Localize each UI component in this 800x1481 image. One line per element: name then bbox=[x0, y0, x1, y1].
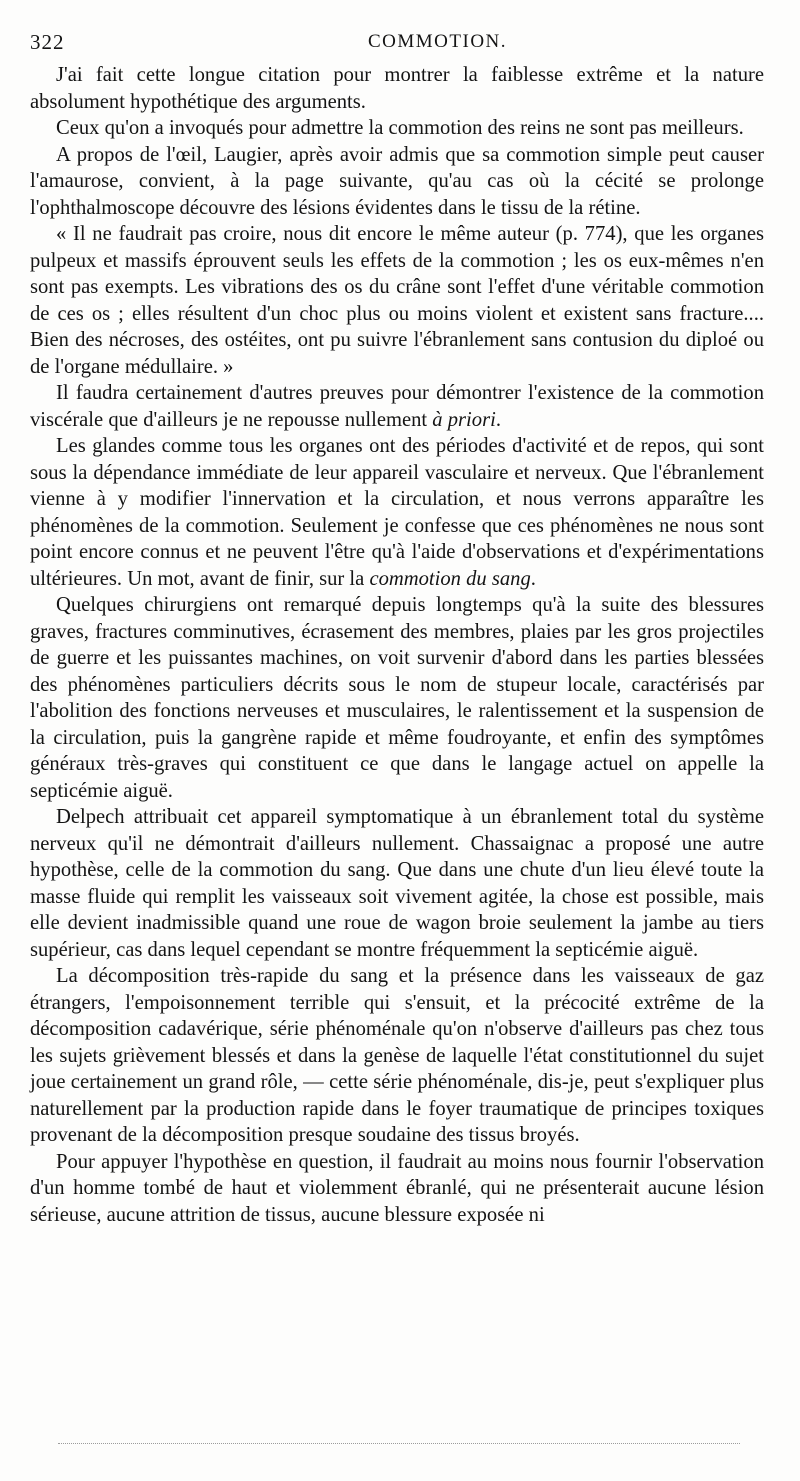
paragraph-end: . bbox=[530, 567, 536, 590]
footer-rule bbox=[58, 1443, 740, 1444]
paragraph: Pour appuyer l'hypothèse en question, il faudrait au moins nous fournir l'observation d'un homme tombé de haut et violemment ébranlé, qui ne présenterait aucune lésion sérieuse, aucune attrition de tissus, aucune blessure exposée ni bbox=[30, 1150, 764, 1226]
page-number: 322 bbox=[30, 30, 65, 54]
paragraph: J'ai fait cette longue citation pour montrer la faiblesse extrême et la nature absolument hypothétique des arguments. bbox=[30, 64, 764, 113]
paragraph: Quelques chirurgiens ont remarqué depuis longtemps qu'à la suite des blessures graves, fractures comminutives, écrasement des membres, plaies par les gros projectiles de guerre et les puissantes machines, on voit survenir d'abord dans les parties blessées des phénomènes particuliers décrits sous le nom de stupeur locale, caractérisés par l'abolition des fonctions nerveuses et musculaires, le ralentissement et la suspension de la circulation, puis la gangrène rapide et même foudroyante, et enfin des symptômes généraux très-graves qui constituent ce que dans le langage actuel on appelle la septicémie aiguë. bbox=[30, 594, 764, 802]
paragraph-end: . bbox=[495, 408, 501, 431]
body-text bbox=[30, 62, 764, 1228]
paragraph bbox=[30, 380, 764, 433]
paragraph-text: Il faudra certainement d'autres preuves pour démontrer l'existence de la commotion viscérale que d'ailleurs je ne repousse nullement bbox=[30, 382, 764, 431]
running-title: COMMOTION. bbox=[368, 31, 508, 52]
paragraph: La décomposition très-rapide du sang et la présence dans les vaisseaux de gaz étrangers, l'empoisonnement terrible qui s'ensuit, et la précocité extrême de la décomposition cadavérique, série phénoménale qu'on n'observe d'ailleurs pas chez tous les sujets grièvement blessés et dans la genèse de laquelle l'état constitutionnel du sujet joue certainement un grand rôle, — cette série phénoménale, dis-je, peut s'expliquer plus naturellement par la production rapide dans le foyer traumatique de principes toxiques provenant de la décomposition presque soudaine des tissus broyés. bbox=[30, 965, 764, 1146]
italic-phrase: commotion du sang bbox=[369, 567, 531, 590]
paragraph: Ceux qu'on a invoqués pour admettre la commotion des reins ne sont pas meilleurs. bbox=[56, 117, 744, 139]
paragraph: « Il ne faudrait pas croire, nous dit encore le même auteur (p. 774), que les organes pulpeux et massifs éprouvent seuls les effets de la commotion ; les os eux-mêmes n'en sont pas exempts. Les vibrations des os du crâne sont l'effet d'une véritable commotion de ces os ; elles résultent d'un choc plus ou moins violent et existent sans fracture.... Bien des nécroses, des ostéites, ont pu suivre l'ébranlement sans contusion du diploé ou de l'organe médullaire. » bbox=[30, 223, 764, 378]
paragraph-text: Les glandes comme tous les organes ont des périodes d'activité et de repos, qui sont sous la dépendance immédiate de leur appareil vasculaire et nerveux. Que l'ébranlement vienne à y modifier l'innervation et la circulation, et nous verrons apparaître les phénomènes de la commotion. Seulement je confesse que ces phénomènes ne nous sont point encore connus et ne peuvent l'être qu'à l'aide d'observations et d'expérimentations ultérieures. Un mot, avant de finir, sur la bbox=[30, 435, 764, 590]
paragraph: A propos de l'œil, Laugier, après avoir admis que sa commotion simple peut causer l'amaurose, convient, à la page suivante, qu'au cas où la cécité se prolonge l'ophthalmoscope découvre des lésions évidentes dans le tissu de la rétine. bbox=[30, 143, 764, 219]
paragraph bbox=[30, 433, 764, 592]
italic-phrase: à priori bbox=[432, 408, 496, 431]
paragraph: Delpech attribuait cet appareil symptomatique à un ébranlement total du système nerveux qu'il ne démontrait d'ailleurs nullement. Chassaignac a proposé une autre hypothèse, celle de la commotion du sang. Que dans une chute d'un lieu élevé toute la masse fluide qui remplit les vaisseaux soit vivement agitée, la chose est possible, mais elle devient inadmissible quand une roue de wagon broie seulement la jambe au tiers supérieur, cas dans lequel cependant se montre fréquemment la septicémie aiguë. bbox=[30, 806, 764, 961]
page-header bbox=[30, 30, 764, 60]
